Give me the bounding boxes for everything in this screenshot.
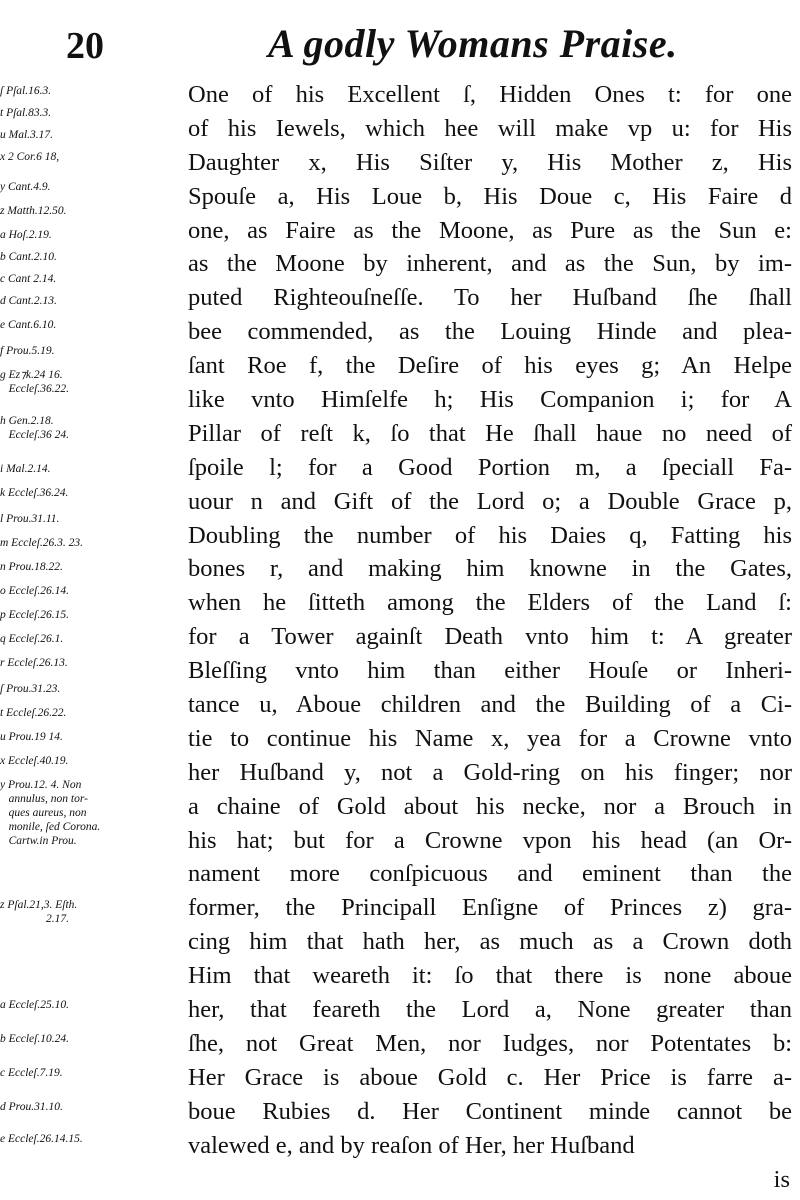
margin-note: h Gen.2.18. Eccleſ.36 24. (0, 415, 69, 441)
margin-note: z Matth.12.50. (0, 205, 67, 217)
text-line: bee commended, as the Louing Hinde and plea- (188, 318, 792, 346)
text-line: Bleſſing vnto him than either Houſe or Inheri- (188, 657, 792, 685)
margin-note: b Cant.2.10. (0, 251, 57, 263)
margin-note: u Mal.3.17. (0, 129, 54, 141)
margin-note: l Prou.31.11. (0, 513, 60, 525)
text-line: One of his Excellent ſ, Hidden Ones t: for one (188, 81, 792, 108)
text-line: valewed e, and by reaſon of Her, her Huſband (188, 1131, 635, 1159)
text-line: when he ſitteth among the Elders of the Land ſ: (188, 589, 792, 617)
margin-note: p Eccleſ.26.15. (0, 609, 69, 621)
text-line: for a Tower againſt Death vnto him t: A greater (188, 623, 792, 651)
text-line: Her Grace is aboue Gold c. Her Price is farre a- (188, 1063, 792, 1091)
text-line: tance u, Aboue children and the Building of a Ci- (188, 691, 792, 719)
text-line: Daughter x, His Siſter y, His Mother z, His (188, 148, 792, 176)
margin-note: b Eccleſ.10.24. (0, 1033, 69, 1045)
text-line: like vnto Himſelfe h; His Companion i; for A (188, 386, 792, 414)
text-line: uour n and Gift of the Lord o; a Double Grace p, (188, 487, 792, 515)
margin-note: x 2 Cor.6 18, (0, 151, 60, 163)
margin-note: g Ez⁊k.24 16. Eccleſ.36.22. (0, 369, 69, 395)
text-line: boue Rubies d. Her Continent minde cannot be (188, 1097, 792, 1125)
margin-note: d Cant.2.13. (0, 295, 57, 307)
text-line: one, as Faire as the Moone, as Pure as the Sun e: (188, 216, 792, 244)
text-line: as the Moone by inherent, and as the Sun, by im- (188, 250, 792, 278)
margin-note: q Eccleſ.26.1. (0, 633, 64, 645)
text-line: nament more conſpicuous and eminent than the (188, 860, 792, 888)
text-line: her, that feareth the Lord a, None greater than (188, 996, 792, 1024)
margin-note: y Cant.4.9. (0, 181, 51, 193)
margin-note: ſ Pſal.16.3. (0, 85, 52, 97)
text-line: tie to continue his Name x, yea for a Crowne vnto (188, 724, 792, 752)
text-line: Doubling the number of his Daies q, Fatting his (188, 521, 792, 549)
margin-note: d Prou.31.10. (0, 1101, 63, 1113)
text-line: bones r, and making him knowne in the Gates, (188, 555, 792, 583)
text-line: Spouſe a, His Loue b, His Doue c, His Faire d (188, 182, 792, 210)
margin-note: t Eccleſ.26.22. (0, 707, 67, 719)
margin-note: y Prou.12. 4. Non annulus, non tor- ques aureus, non monile, ſed Corona. Cartw.in Prou. (0, 779, 101, 847)
text-line: ſhe, not Great Men, nor Iudges, nor Potentates b: (188, 1029, 792, 1057)
text-line: a chaine of Gold about his necke, nor a Brouch in (188, 792, 792, 820)
text-line: ſpoile l; for a Good Portion m, a ſpeciall Fa- (188, 453, 792, 481)
page-number: 20 (66, 25, 104, 67)
margin-note: e Cant.6.10. (0, 319, 57, 331)
margin-note: u Prou.19 14. (0, 731, 63, 743)
text-line: cing him that hath her, as much as a Crown doth (188, 928, 792, 956)
margin-note: c Eccleſ.7.19. (0, 1067, 63, 1079)
margin-notes (0, 0, 185, 1200)
body-text (188, 78, 792, 1163)
catchword: is (773, 1166, 790, 1193)
margin-note: t Pſal.83.3. (0, 107, 52, 119)
text-line: her Huſband y, not a Gold-ring on his finger; nor (188, 758, 792, 786)
text-line: Him that weareth it: ſo that there is none aboue (188, 962, 792, 990)
margin-note: i Mal.2.14. (0, 463, 51, 475)
text-line: puted Righteouſneſſe. To her Huſband ſhe ſhall (188, 284, 792, 312)
text-line: former, the Principall Enſigne of Princes z) gra- (188, 894, 792, 922)
margin-note: r Eccleſ.26.13. (0, 657, 68, 669)
margin-note: e Eccleſ.26.14.15. (0, 1133, 83, 1145)
margin-note: n Prou.18.22. (0, 561, 63, 573)
margin-note: k Eccleſ.36.24. (0, 487, 69, 499)
text-line: ſant Roe f, the Deſire of his eyes g; An Helpe (188, 352, 792, 380)
margin-note: m Eccleſ.26.3. 23. (0, 537, 84, 549)
margin-note: z Pſal.21,3. Eſth. 2.17. (0, 899, 78, 925)
text-line: his hat; but for a Crowne vpon his head (an Or- (188, 826, 792, 854)
margin-note: o Eccleſ.26.14. (0, 585, 69, 597)
text-line: of his Iewels, which hee will make vp u: for His (188, 114, 792, 142)
margin-note: ſ Prou.31.23. (0, 683, 61, 695)
margin-note: a Hoſ.2.19. (0, 229, 52, 241)
margin-note: f Prou.5.19. (0, 345, 55, 357)
margin-note: c Cant 2.14. (0, 273, 57, 285)
margin-note: x Eccleſ.40.19. (0, 755, 69, 767)
running-title: A godly Womans Praise. (268, 21, 678, 66)
text-line: Pillar of reſt k, ſo that He ſhall haue no need of (188, 419, 792, 447)
margin-note: a Eccleſ.25.10. (0, 999, 69, 1011)
